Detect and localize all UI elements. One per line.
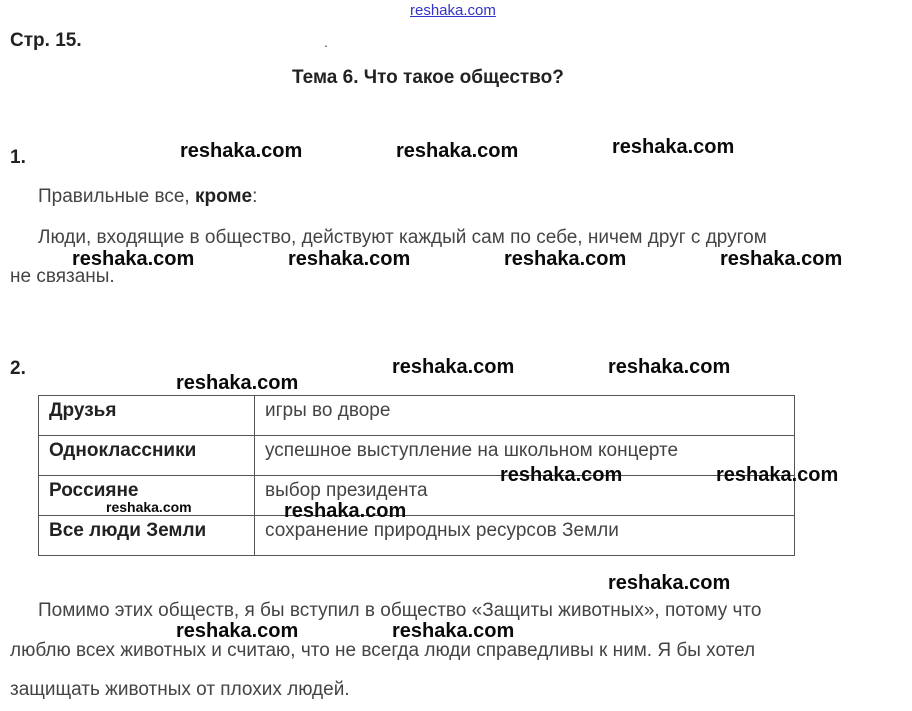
example-cell: сохранение природных ресурсов Земли <box>255 516 795 556</box>
watermark: reshaka.com <box>106 499 192 515</box>
watermark: reshaka.com <box>612 136 735 158</box>
watermark: reshaka.com <box>72 248 195 270</box>
task1-intro-bold: кроме <box>194 186 253 207</box>
group-cell: Все люди Земли <box>39 516 255 556</box>
task2-paragraph-line3: защищать животных от плохих людей. <box>10 679 350 700</box>
task1-intro-colon: : <box>252 186 258 207</box>
table-row <box>39 396 795 436</box>
page-label: Стр. 15. <box>10 30 82 51</box>
watermark: reshaka.com <box>396 140 519 162</box>
example-cell: игры во дворе <box>255 396 795 436</box>
task1-answer-line2: не связаны. <box>10 266 115 287</box>
table-row <box>39 436 795 476</box>
watermark: reshaka.com <box>180 140 303 162</box>
watermark: reshaka.com <box>608 356 731 378</box>
watermark: reshaka.com <box>720 248 843 270</box>
task2-number: 2. <box>10 358 26 379</box>
watermark: reshaka.com <box>608 572 731 594</box>
group-cell: Одноклассники <box>39 436 255 476</box>
stray-dot: . <box>324 34 328 50</box>
site-link[interactable]: reshaka.com <box>410 2 496 19</box>
societies-table <box>38 395 795 556</box>
watermark: reshaka.com <box>500 464 623 486</box>
group-cell: Россияне <box>39 476 255 516</box>
task2-paragraph-line1: Помимо этих обществ, я бы вступил в общество «Защиты животных», потому что <box>38 600 762 621</box>
watermark: reshaka.com <box>284 500 407 522</box>
topic-title: Тема 6. Что такое общество? <box>292 67 564 88</box>
example-cell: успешное выступление на школьном концерте <box>255 436 795 476</box>
watermark: reshaka.com <box>176 372 299 394</box>
watermark: reshaka.com <box>392 620 515 642</box>
table-row <box>39 516 795 556</box>
task2-paragraph-line2: люблю всех животных и считаю, что не всегда люди справедливы к ним. Я бы хотел <box>10 640 756 661</box>
task1-number: 1. <box>10 147 26 168</box>
watermark: reshaka.com <box>288 248 411 270</box>
watermark: reshaka.com <box>392 356 515 378</box>
group-cell: Друзья <box>39 396 255 436</box>
watermark: reshaka.com <box>504 248 627 270</box>
watermark: reshaka.com <box>716 464 839 486</box>
task1-intro <box>38 186 257 208</box>
example-cell: выбор президента <box>255 476 795 516</box>
task1-intro-text: Правильные все, <box>38 186 195 207</box>
watermark: reshaka.com <box>176 620 299 642</box>
task1-answer-line1: Люди, входящие в общество, действуют каждый сам по себе, ничем друг с другом <box>38 227 767 248</box>
